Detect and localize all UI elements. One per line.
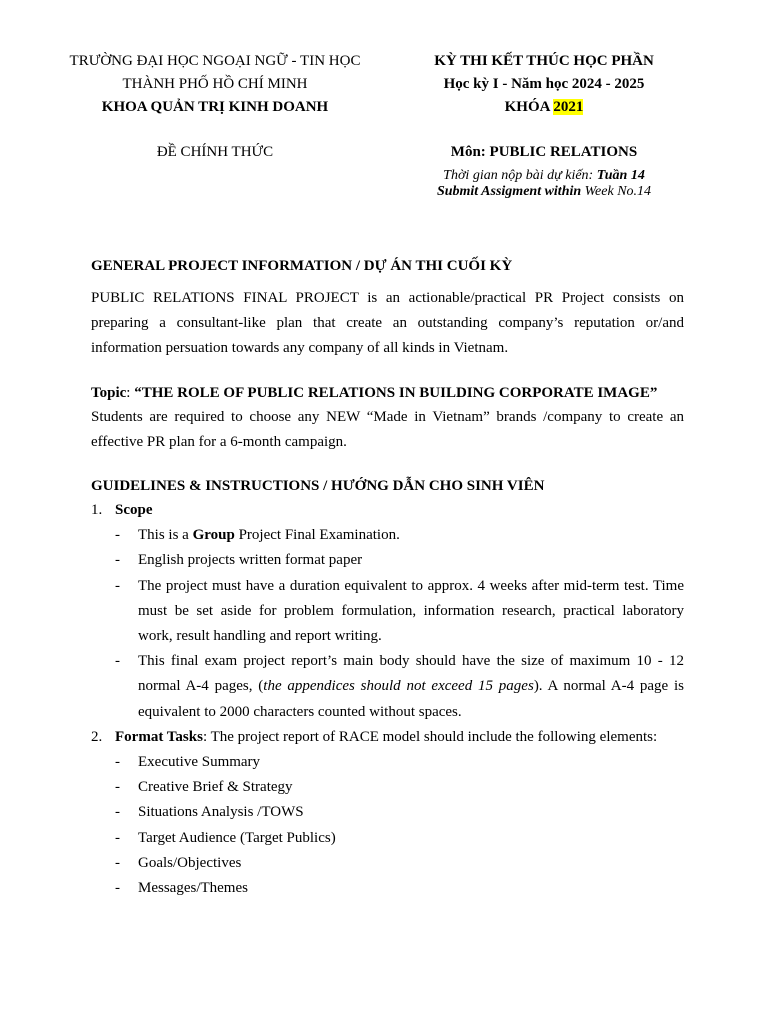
general-heading: GENERAL PROJECT INFORMATION / DỰ ÁN THI CUỐI KỲ xyxy=(91,258,513,274)
list-item xyxy=(91,851,684,876)
format-item: Goals/Objectives xyxy=(138,854,242,871)
list-item xyxy=(91,876,684,901)
format-intro: : The project report of RACE model should include the following elements: xyxy=(202,728,658,745)
format-number: 2. xyxy=(91,728,103,745)
deadline-en-value: Week No.14 xyxy=(581,184,652,199)
list-item xyxy=(91,775,684,800)
guidelines-heading: GUIDELINES & INSTRUCTIONS / HƯỚNG DẪN CHO SINH VIÊN xyxy=(91,478,545,495)
university-name: TRƯỜNG ĐẠI HỌC NGOẠI NGỮ - TIN HỌC xyxy=(69,53,361,69)
submission-deadline xyxy=(400,168,688,200)
scope-bullet1-bold: Group xyxy=(192,527,235,544)
scope-bullet1-pre: This is a xyxy=(138,527,193,544)
faculty-name: KHOA QUẢN TRỊ KINH DOANH xyxy=(101,99,329,115)
bullet-dash: - xyxy=(115,880,120,897)
scope-bullet4-italic: the appendices should not exceed 15 pages xyxy=(263,678,534,695)
format-item: Target Audience (Target Publics) xyxy=(138,829,336,846)
bullet-dash: - xyxy=(115,829,120,846)
list-item xyxy=(91,826,684,851)
list-item xyxy=(91,649,684,725)
bullet-dash: - xyxy=(115,754,120,771)
bullet-dash: - xyxy=(115,779,120,796)
subject-title: Môn: PUBLIC RELATIONS xyxy=(450,144,638,160)
scope-number: 1. xyxy=(91,502,103,519)
university-header xyxy=(60,50,370,119)
bullet-dash: - xyxy=(115,552,120,569)
university-city: THÀNH PHỐ HỒ CHÍ MINH xyxy=(122,76,308,92)
bullet-dash: - xyxy=(115,653,120,670)
scope-bullet4-pre: This final exam project report’s main body should have the size of maximum 10 - 12 normal A-4 pages, ( xyxy=(138,653,684,695)
format-item: Situations Analysis /TOWS xyxy=(138,804,304,821)
format-item: Executive Summary xyxy=(138,754,261,771)
scope-bullet4-post: ). A normal A-4 page is equivalent to 2000 characters counted without spaces. xyxy=(138,678,685,720)
semester-info: Học kỳ I - Năm học 2024 - 2025 xyxy=(443,76,645,92)
list-item xyxy=(91,750,684,775)
list-item xyxy=(91,548,684,573)
list-item xyxy=(91,800,684,825)
scope-title: Scope xyxy=(115,502,153,519)
bullet-dash: - xyxy=(115,804,120,821)
scope-bullet3: The project must have a duration equivalent to approx. 4 weeks after mid-term test. Time must be set aside for problem formulation, information research, practical laboratory work, result handling and report writing. xyxy=(138,577,684,645)
list-item xyxy=(91,574,684,650)
exam-header xyxy=(400,50,688,119)
bullet-dash: - xyxy=(115,854,120,871)
topic-description: Students are required to choose any NEW “Made in Vietnam” brands /company to create an effective PR plan for a 6-month campaign. xyxy=(91,408,684,450)
bullet-dash: - xyxy=(115,577,120,594)
cohort-year: 2021 xyxy=(553,99,584,115)
deadline-vn-label: Thời gian nộp bài dự kiến: xyxy=(443,168,597,183)
cohort-line xyxy=(400,96,688,119)
list-item xyxy=(91,523,684,548)
scope-section xyxy=(91,498,684,523)
general-paragraph: PUBLIC RELATIONS FINAL PROJECT is an actionable/practical PR Project consists on preparing a consultant-like plan that create an outstanding company’s reputation or/and information persuation towards any company of all kinds in Vietnam. xyxy=(91,290,684,357)
bullet-dash: - xyxy=(115,527,120,544)
topic-separator: : xyxy=(126,384,135,401)
official-exam-label: ĐỀ CHÍNH THỨC xyxy=(156,144,274,160)
topic-label: Topic xyxy=(91,384,127,401)
format-section xyxy=(91,725,684,750)
format-item: Creative Brief & Strategy xyxy=(138,779,293,796)
deadline-vn-value: Tuần 14 xyxy=(596,168,645,183)
document-body xyxy=(91,254,684,901)
format-title: Format Tasks xyxy=(115,728,203,745)
scope-bullet1-post: Project Final Examination. xyxy=(234,527,400,544)
deadline-en-label: Submit Assigment within xyxy=(436,184,582,199)
topic-title: “THE ROLE OF PUBLIC RELATIONS IN BUILDING CORPORATE IMAGE” xyxy=(134,384,658,401)
topic-line xyxy=(91,381,684,405)
exam-title: KỲ THI KẾT THÚC HỌC PHẦN xyxy=(434,53,654,69)
cohort-label: KHÓA xyxy=(504,99,554,115)
scope-bullet2: English projects written format paper xyxy=(138,552,363,569)
format-item: Messages/Themes xyxy=(138,880,248,897)
